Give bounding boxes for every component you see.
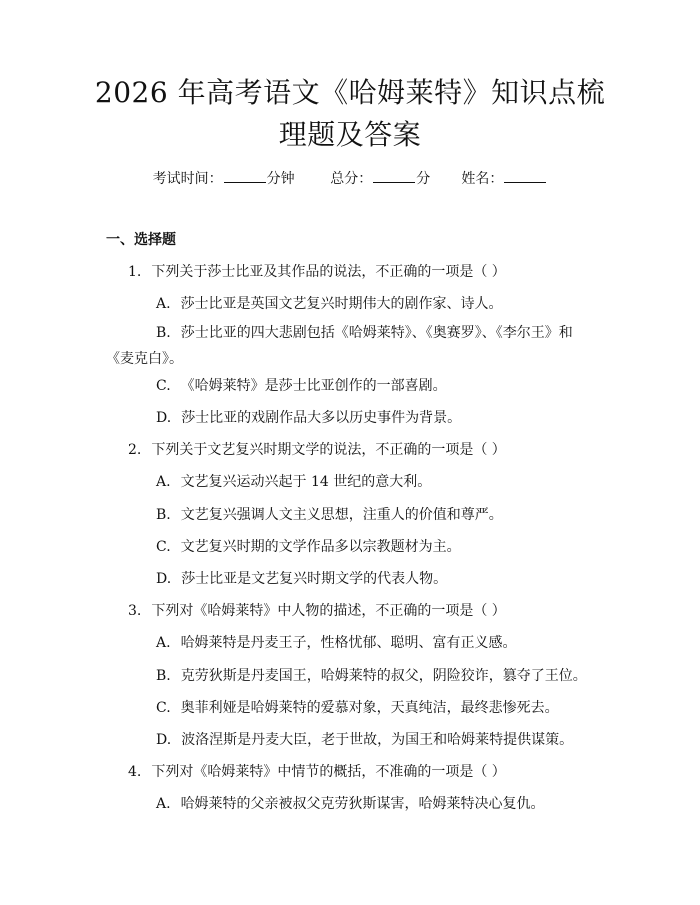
question-1-option-c: [156, 376, 447, 396]
question-2-option-c: [156, 537, 461, 557]
option-text: 哈姆莱特是丹麦王子，性格忧郁、聪明、富有正义感。: [180, 635, 517, 651]
option-letter: C.: [156, 378, 171, 394]
option-letter: D.: [156, 571, 172, 587]
question-text: 下列对《哈姆莱特》中人物的描述，不正确的一项是（ ）: [151, 603, 506, 619]
option-text: 莎士比亚是英国文艺复兴时期伟大的剧作家、诗人。: [180, 296, 503, 312]
option-letter: C.: [156, 700, 171, 716]
question-3-option-d: [156, 730, 573, 750]
option-letter: A.: [156, 796, 171, 812]
option-letter: A.: [156, 474, 171, 490]
exam-meta-line: [0, 168, 700, 189]
score-blank: [373, 168, 415, 183]
option-text: 波洛涅斯是丹麦大臣，老于世故，为国王和哈姆莱特提供谋策。: [181, 732, 574, 748]
question-text: 下列对《哈姆莱特》中情节的概括，不准确的一项是（ ）: [151, 764, 506, 780]
question-number: 1.: [128, 264, 142, 280]
time-unit: 分钟: [266, 171, 295, 187]
option-letter: D.: [156, 732, 172, 748]
question-2-option-b: [156, 505, 503, 525]
section-title: 一、选择题: [106, 232, 176, 248]
question-number: 3.: [128, 603, 142, 619]
score-unit: 分: [416, 171, 431, 187]
option-text: 奥菲利娅是哈姆莱特的爱慕对象，天真纯洁，最终悲惨死去。: [180, 700, 559, 716]
question-3-option-b: [156, 666, 587, 686]
option-letter: C.: [156, 539, 171, 555]
option-letter: B.: [156, 325, 171, 341]
question-4: [128, 762, 506, 782]
question-3: [128, 601, 506, 621]
option-letter: B.: [156, 668, 171, 684]
time-blank: [224, 168, 266, 183]
question-2-option-a: [156, 472, 431, 492]
question-text: 下列关于莎士比亚及其作品的说法，不正确的一项是（ ）: [151, 264, 506, 280]
question-number: 2.: [128, 442, 142, 458]
option-letter: A.: [156, 635, 171, 651]
option-text: 莎士比亚的四大悲剧包括《哈姆莱特》、《奥赛罗》、《李尔王》和《麦克白》。: [106, 325, 573, 367]
question-1: [128, 262, 506, 282]
name-blank: [504, 168, 546, 183]
option-text: 文艺复兴运动兴起于 14 世纪的意大利。: [180, 474, 432, 490]
document-title: 2026 年高考语文《哈姆莱特》知识点梳理题及答案: [94, 76, 606, 151]
option-text: 莎士比亚的戏剧作品大多以历史事件为背景。: [181, 410, 462, 426]
question-3-option-c: [156, 698, 559, 718]
option-text: 《哈姆莱特》是莎士比亚创作的一部喜剧。: [180, 378, 447, 394]
question-1-option-a: [156, 294, 503, 314]
score-label: 总分：: [330, 171, 373, 187]
option-text: 文艺复兴强调人文主义思想，注重人的价值和尊严。: [180, 507, 503, 523]
option-text: 文艺复兴时期的文学作品多以宗教题材为主。: [180, 539, 461, 555]
option-letter: B.: [156, 507, 171, 523]
name-label: 姓名：: [461, 171, 504, 187]
question-1-option-b: [106, 320, 596, 372]
question-4-option-a: [156, 794, 545, 814]
question-2-option-d: [156, 569, 447, 589]
option-text: 哈姆莱特的父亲被叔父克劳狄斯谋害，哈姆莱特决心复仇。: [180, 796, 545, 812]
time-label: 考试时间：: [152, 171, 223, 187]
question-1-option-d: [156, 408, 461, 428]
option-text: 克劳狄斯是丹麦国王，哈姆莱特的叔父，阴险狡诈，篡夺了王位。: [180, 668, 587, 684]
question-number: 4.: [128, 764, 142, 780]
question-2: [128, 440, 506, 460]
option-text: 莎士比亚是文艺复兴时期文学的代表人物。: [181, 571, 448, 587]
question-text: 下列关于文艺复兴时期文学的说法，不正确的一项是（ ）: [151, 442, 506, 458]
option-letter: A.: [156, 296, 171, 312]
question-3-option-a: [156, 633, 517, 653]
option-letter: D.: [156, 410, 172, 426]
